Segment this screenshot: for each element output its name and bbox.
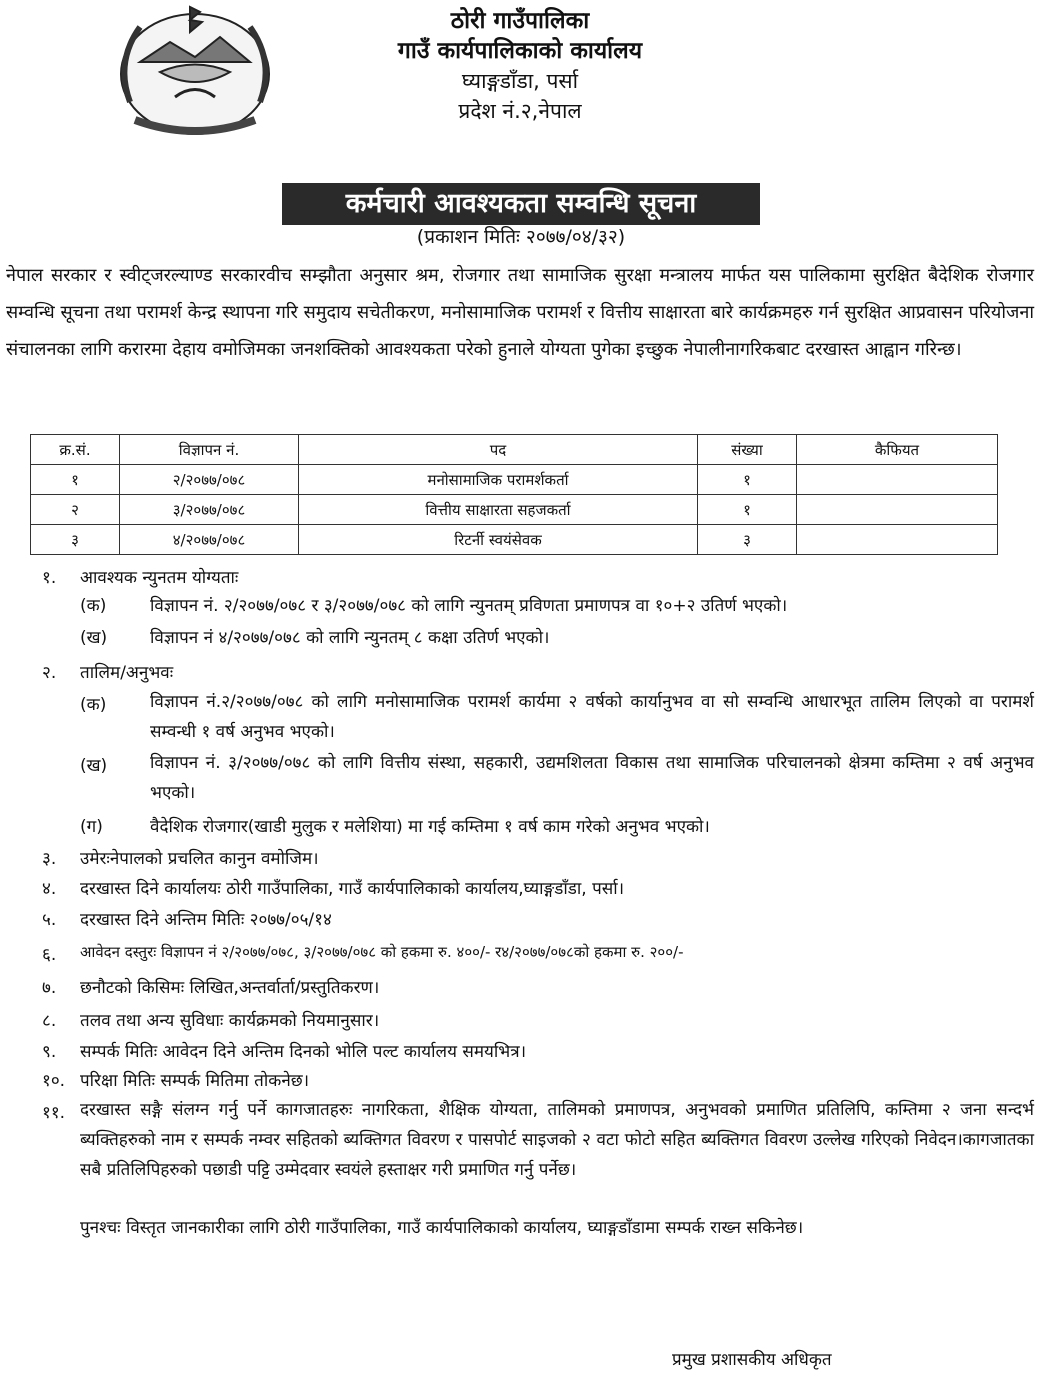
- cell-sn: २: [31, 495, 120, 525]
- req-number: ६.: [42, 945, 57, 965]
- req-text: परिक्षा मितिः सम्पर्क मितिमा तोकनेछ।: [80, 1071, 310, 1091]
- req-title: तालिम/अनुभवः: [80, 663, 174, 683]
- req-text: आवेदन दस्तुरः विज्ञापन नं २/२०७७/०७८, ३/२०७७/०७८ को हकमा रु. ४००/- र४/२०७७/०७८को हकमा रु. २००/-: [80, 943, 684, 961]
- cell-remarks: [797, 465, 998, 495]
- cell-post: मनोसामाजिक परामर्शकर्ता: [299, 465, 698, 495]
- sub-text: विज्ञापन नं. २/२०७७/०७८ र ३/२०७७/०७८ को लागि न्युनतम् प्रविणता प्रमाणपत्र वा १०+२ उतिर्ण भएको।: [150, 596, 788, 616]
- province-name: प्रदेश नं.२,नेपाल: [458, 99, 582, 123]
- cell-sn: ३: [31, 525, 120, 555]
- req-text: दरखास्त सङ्गै संलग्न गर्नु पर्ने कागजातहरुः नागरिकता, शैक्षिक योग्यता, तालिमको प्रमाणपत्र, अनुभवको प्रमाणित प्रतिलिपि, कम्तिमा २ जना सन्दर्भ ब्यक्तिहरुको नाम र सम्पर्क नम्वर सहितको ब्यक्तिगत विवरण र पासपोर्ट साइजको २ वटा फोटो सहित ब्यक्तिगत विवरण उल्लेख गरिएको निवेदन।कागजातका सबै प्रतिलिपिहरुको पछाडी पट्टि उम्मेदवार स्वयंले हस्ताक्षर गरी प्रमाणित गर्नु पर्नेछ।: [80, 1100, 1034, 1180]
- req-text: तलव तथा अन्य सुविधाः कार्यक्रमको नियमानुसार।: [80, 1011, 380, 1031]
- cell-count: ३: [698, 525, 797, 555]
- nepal-government-emblem-icon: [100, 2, 290, 140]
- sub-label: (ख): [80, 628, 108, 648]
- publication-date: (प्रकाशन मितिः २०७७/०४/३२): [416, 226, 626, 248]
- sub-label: (ग): [80, 817, 103, 837]
- cell-sn: १: [31, 465, 120, 495]
- sub-text: विज्ञापन नं. ३/२०७७/०७८ को लागि वित्तीय संस्था, सहकारी, उद्यमशिलता विकास तथा सामाजिक परिचालनको क्षेत्रमा कम्तिमा २ वर्ष अनुभव भएको।: [150, 753, 1034, 803]
- cell-post: रिटर्नी स्वयंसेवक: [299, 525, 698, 555]
- col-count: संख्या: [698, 435, 797, 465]
- req-number: ३.: [42, 849, 57, 869]
- cell-post: वित्तीय साक्षारता सहजकर्ता: [299, 495, 698, 525]
- table-header-row: [31, 435, 998, 465]
- cell-count: १: [698, 495, 797, 525]
- req-text: सम्पर्क मितिः आवेदन दिने अन्तिम दिनको भोलि पल्ट कार्यालय समयभित्र।: [80, 1042, 527, 1062]
- req-number: ७.: [42, 978, 57, 998]
- cell-remarks: [797, 495, 998, 525]
- postscript: पुनश्चः विस्तृत जानकारीका लागि ठोरी गाउँपालिका, गाउँ कार्यपालिकाको कार्यालय, घ्याङ्गडाँडामा सम्पर्क राख्न सकिनेछ।: [80, 1218, 804, 1238]
- signature-title: प्रमुख प्रशासकीय अधिकृत: [672, 1350, 832, 1370]
- notice-title: कर्मचारी आवश्यकता सम्वन्धि सूचना: [282, 183, 760, 225]
- cell-remarks: [797, 525, 998, 555]
- col-remarks: कैफियत: [797, 435, 998, 465]
- req-text: दरखास्त दिने अन्तिम मितिः २०७७/०५/१४: [80, 910, 332, 930]
- office-address: घ्याङ्गडाँडा, पर्सा: [461, 69, 579, 93]
- col-ad-no: विज्ञापन नं.: [120, 435, 299, 465]
- sub-label: (क): [80, 695, 107, 715]
- cell-ad-no: २/२०७७/०७८: [120, 465, 299, 495]
- req-number: ४.: [42, 879, 57, 899]
- cell-count: १: [698, 465, 797, 495]
- req-title: आवश्यक न्युनतम योग्यताः: [80, 568, 239, 588]
- req-text: दरखास्त दिने कार्यालयः ठोरी गाउँपालिका, गाउँ कार्यपालिकाको कार्यालय,घ्याङ्गडाँडा, पर्सा।: [80, 879, 625, 899]
- sub-text: वैदेशिक रोजगार(खाडी मुलुक र मलेशिया) मा गई कम्तिमा १ वर्ष काम गरेको अनुभव भएको।: [150, 817, 710, 837]
- req-text: उमेरःनेपालको प्रचलित कानुन वमोजिम।: [80, 849, 319, 869]
- sub-label: (ख): [80, 756, 108, 776]
- req-number: ९.: [42, 1042, 57, 1062]
- sub-text: विज्ञापन नं ४/२०७७/०७८ को लागि न्युनतम् ८ कक्षा उतिर्ण भएको।: [150, 628, 550, 648]
- cell-ad-no: ४/२०७७/०७८: [120, 525, 299, 555]
- intro-paragraph: नेपाल सरकार र स्वीट्जरल्याण्ड सरकारवीच सम्झौता अनुसार श्रम, रोजगार तथा सामाजिक सुरक्षा मन्त्रालय मार्फत यस पालिकामा सुरक्षित बैदेशिक रोजगार सम्वन्धि सूचना तथा परामर्श केन्द्र स्थापना गरि समुदाय सचेतीकरण, मनोसामाजिक परामर्श र वित्तीय साक्षारता बारे कार्यक्रमहरु गर्न सुरक्षित आप्रवासन परियोजना संचालनका लागि करारमा देहाय वमोजिमका जनशक्तिको आवश्यकता परेको हुनाले योग्यता पुगेका इच्छुक नेपालीनागरिकबाट दरखास्त आह्वान गरिन्छ।: [6, 265, 1034, 360]
- req-number: ८.: [42, 1011, 57, 1031]
- req-number: १.: [42, 568, 57, 588]
- sub-label: (क): [80, 596, 107, 616]
- office-name: गाउँ कार्यपालिकाको कार्यालय: [397, 38, 643, 64]
- req-number: ११.: [42, 1103, 66, 1123]
- table-row: [31, 525, 998, 555]
- req-text: छनौटको किसिमः लिखित,अन्तर्वार्ता/प्रस्तुतिकरण।: [80, 978, 380, 998]
- col-sn: क्र.सं.: [31, 435, 120, 465]
- table-row: [31, 465, 998, 495]
- cell-ad-no: ३/२०७७/०७८: [120, 495, 299, 525]
- req-number: ५.: [42, 910, 57, 930]
- req-number: १०.: [42, 1071, 66, 1091]
- vacancy-table: [30, 434, 998, 555]
- sub-text: विज्ञापन नं.२/२०७७/०७८ को लागि मनोसामाजिक परामर्श कार्यमा २ वर्षको कार्यानुभव वा सो सम्वन्धि आधारभूत तालिम लिएको वा परामर्श सम्वन्धी १ वर्ष अनुभव भएको।: [150, 692, 1034, 742]
- col-post: पद: [299, 435, 698, 465]
- table-row: [31, 495, 998, 525]
- office-header: [300, 6, 740, 126]
- municipality-name: ठोरी गाउँपालिका: [450, 8, 590, 34]
- req-number: २.: [42, 663, 57, 683]
